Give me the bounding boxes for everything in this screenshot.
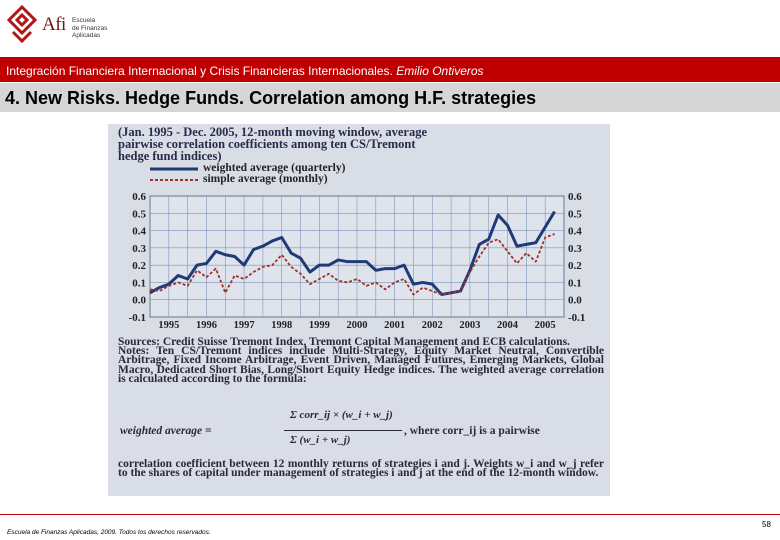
x-tick-label: 2003 — [459, 320, 481, 331]
x-tick-label: 1997 — [233, 320, 255, 331]
y-tick-label-right: 0.3 — [568, 242, 582, 255]
page-number: 58 — [762, 520, 771, 529]
figure-notes — [118, 338, 604, 384]
y-tick-label-left: 0.6 — [132, 191, 146, 203]
x-tick-label: 2002 — [421, 320, 443, 331]
course-header — [6, 64, 484, 78]
formula-numerator: Σ corr_ij × (w_i + w_j) — [290, 409, 393, 421]
author-name: Emilio Ontiveros — [396, 64, 484, 78]
formula-fraction-bar — [284, 430, 402, 431]
x-tick-label: 2004 — [497, 320, 519, 331]
legend-label-simple: simple average (monthly) — [203, 173, 328, 185]
y-tick-label-left: 0.1 — [132, 277, 146, 290]
y-tick-label-right: 0.0 — [568, 294, 582, 307]
x-tick-label: 1996 — [195, 320, 217, 331]
x-tick-label: 2005 — [534, 320, 556, 331]
x-tick-label: 1995 — [158, 320, 180, 331]
logo-line-2: de Finanzas — [72, 24, 108, 32]
course-header-bar — [0, 57, 780, 82]
legend-label-weighted: weighted average (quarterly) — [203, 162, 346, 174]
figure-caption-line-1: (Jan. 1995 - Dec. 2005, 12-month moving window, average — [118, 125, 428, 139]
y-tick-label-right: 0.6 — [568, 191, 582, 203]
footer-divider — [0, 514, 780, 515]
y-tick-label-left: 0.5 — [132, 208, 146, 221]
y-tick-label-left: 0.4 — [132, 225, 146, 238]
y-tick-label-left: 0.2 — [132, 260, 146, 273]
formula-lhs: weighted average = — [120, 425, 212, 437]
figure-caption-line-3: hedge fund indices) — [118, 149, 222, 163]
x-tick-label: 1999 — [308, 320, 330, 331]
formula-rest: , where corr_ij is a pairwise — [404, 425, 540, 437]
y-tick-label-right: 0.1 — [568, 277, 582, 290]
y-tick-label-left: -0.1 — [128, 312, 146, 324]
figure-notes-text: Notes: Ten CS/Tremont indices include Multi-Strategy, Equity Market Neutral, Convertible Arbitrage, Fixed Income Arbitrage, Event Driven, Managed Futures, Emerging Markets, Global Macro, Dedicated Short Bias, Long/Short Equity Hedge indices. The weighted average correlation is calculated according to the formula: — [118, 345, 604, 385]
footer-copyright: Escuela de Finanzas Aplicadas, 2009. Todos los derechos reservados. — [7, 529, 211, 536]
y-tick-label-right: 0.5 — [568, 208, 582, 221]
logo-line-3: Aplicadas — [72, 32, 101, 39]
figure-caption-line-2: pairwise correlation coefficients among ten CS/Tremont — [118, 137, 416, 151]
y-tick-label-left: 0.3 — [132, 242, 146, 255]
x-tick-label: 1998 — [271, 320, 293, 331]
correlation-chart — [108, 124, 610, 339]
slide-title-bar — [0, 83, 780, 112]
x-tick-label: 2000 — [346, 320, 368, 331]
weighted-average-formula — [118, 408, 604, 458]
figure-notes-end: correlation coefficient between 12 monthly returns of strategies i and j. Weights w_i and w_j refer to the shares of capital under management of strategies i and j at the end of the 12-month window. — [118, 458, 604, 480]
formula-denominator: Σ (w_i + w_j) — [290, 434, 351, 446]
y-tick-label-right: 0.2 — [568, 260, 582, 273]
y-tick-label-left: 0.0 — [132, 294, 146, 307]
logo-line-1: Escuela — [72, 17, 96, 24]
x-tick-label: 2001 — [384, 320, 406, 331]
logo-subtitle — [72, 17, 107, 40]
afi-logo-mark — [5, 4, 39, 48]
y-tick-label-right: -0.1 — [568, 312, 586, 324]
course-name: Integración Financiera Internacional y Crisis Financieras Internacionales. — [6, 64, 393, 78]
y-tick-label-right: 0.4 — [568, 225, 582, 238]
slide-title: 4. New Risks. Hedge Funds. Correlation among H.F. strategies — [5, 88, 537, 108]
figure-sources: Sources: Credit Suisse Tremont Index, Tremont Capital Management and ECB calculations. — [118, 336, 570, 348]
logo — [5, 4, 115, 52]
logo-name: Afi — [42, 14, 66, 35]
